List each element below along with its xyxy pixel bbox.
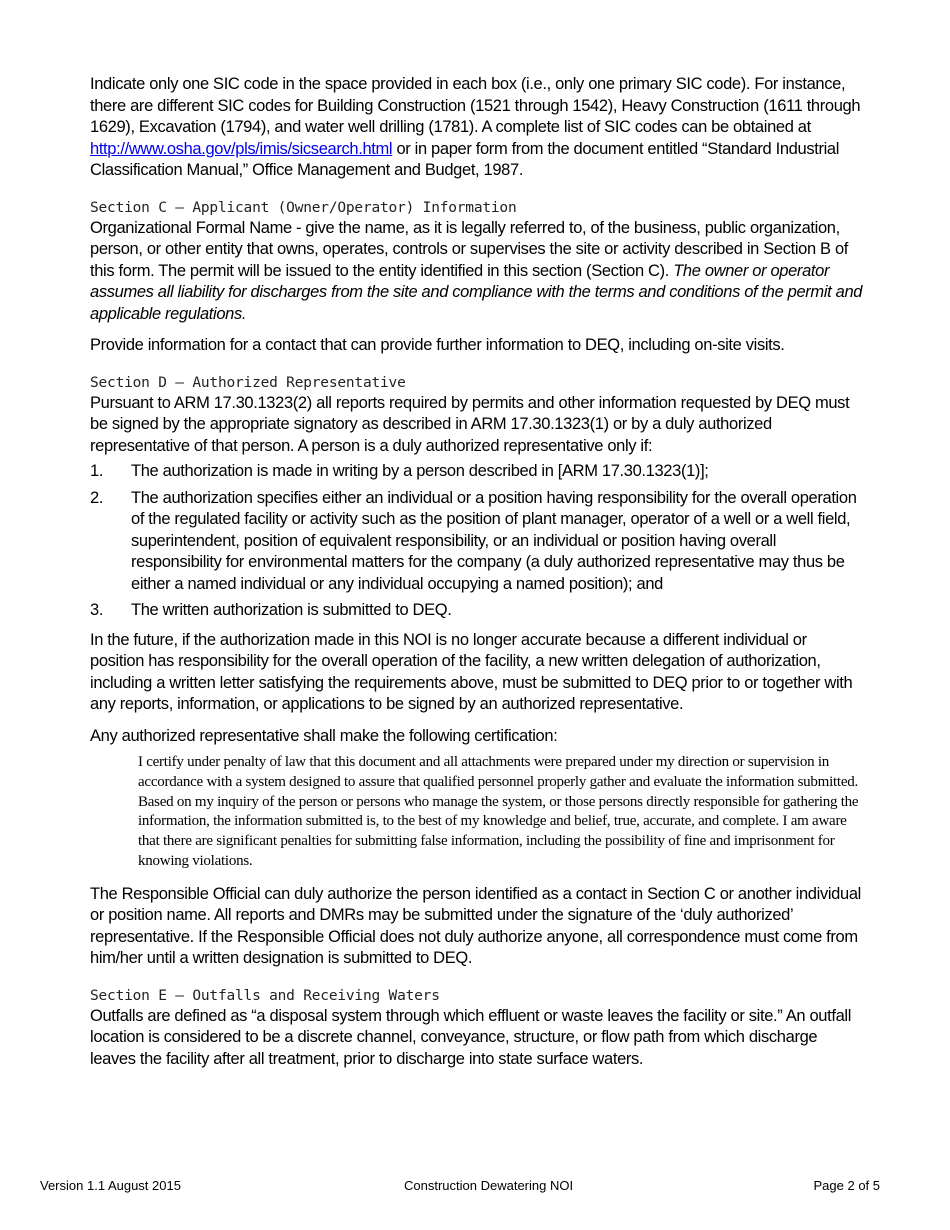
responsible-official-paragraph: The Responsible Official can duly authorize the person identified as a contact in Section C or another individual or position name. All reports and DMRs may be submitted under the signature of the ‘duly authorized’ representative. If the Responsible Official does not duly authorize anyone, all correspondence must come from him/her until a written designation is submitted to DEQ. [90,884,861,968]
section-d-heading: Section D – Authorized Representative [90,374,406,391]
list-item-text: The written authorization is submitted to DEQ. [131,601,452,619]
certification-statement: I certify under penalty of law that this document and all attachments were prepared under my direction or supervision in accordance with a system designed to assure that qualified personnel properly gather and evaluate the information submitted. Based on my inquiry of the person or persons who manage the system, or those persons directly responsible for gathering the information, the information submitted is, to the best of my knowledge and belief, true, accurate, and complete. I am aware that there are significant penalties for submitting false information, including the possibility of fine and imprisonment for knowing violations. [138,754,859,869]
sic-text-before-link: Indicate only one SIC code in the space provided in each box (i.e., only one primary SIC code). For instance, there are different SIC codes for Building Construction (1521 through 1542), Heavy Construction (1611 through 1629), Excavation (1794), and water well drilling (1781). A complete list of SIC codes can be obtained at [90,75,861,136]
list-item-text: The authorization specifies either an individual or a position having responsibility for the overall operation of the regulated facility or activity such as the position of plant manager, operator of a well or a well field, superintendent, position of equivalent responsibility, or an individual or position having overall responsibility for environmental matters for the company (a duly authorized representative may thus be either a named individual or any individual occupying a named position); and [131,488,857,593]
future-authorization-paragraph: In the future, if the authorization made in this NOI is no longer accurate because a different individual or position has responsibility for the overall operation of the facility, a new written delegation of authorization, including a written letter satisfying the requirements above, must be submitted to DEQ prior to or together with any reports, information, or applications to be signed by an authorized representative. [90,630,853,713]
sic-code-paragraph [90,74,865,182]
section-c-liability-text: The owner or operator assumes all liability for discharges from the site and compliance with the terms and conditions of the permit and applicable regulations. [90,261,863,323]
section-e-paragraph: Outfalls are defined as “a disposal system through which effluent or waste leaves the facility or site.” An outfall location is considered to be a discrete channel, conveyance, structure, or flow path from which discharge leaves the facility after all treatment, prior to discharge into state surface waters. [90,1006,852,1068]
footer-document-title: Construction Dewatering NOI [404,1178,574,1193]
sic-text-after-link: or in paper form from the document entitled “Standard Industrial Classification Manual,” Office Management and Budget, 1987. [90,139,840,179]
list-item-text: The authorization is made in writing by a person described in [ARM 17.30.1323(1)]; [131,462,709,480]
footer-version: Version 1.1 August 2015 [40,1178,181,1193]
list-item-number: 2. [90,488,104,507]
list-item-number: 3. [90,601,104,619]
sic-search-link[interactable]: http://www.osha.gov/pls/imis/sicsearch.html [90,139,393,158]
section-c-plain-text: Organizational Formal Name - give the name, as it is legally referred to, of the business, public organization, person, or other entity that owns, operates, controls or supervises the site or activity described in Section B of this form. The permit will be issued to the entity identified in this section (Section C). [90,218,848,280]
page-footer [40,1178,880,1198]
list-item [90,461,865,483]
authorization-list [90,461,865,622]
section-c-contact-paragraph: Provide information for a contact that can provide further information to DEQ, including on-site visits. [90,336,785,354]
section-d-intro: Pursuant to ARM 17.30.1323(2) all reports required by permits and other information requested by DEQ must be signed by the appropriate signatory as described in ARM 17.30.1323(1) or by a duly authorized representative of that person. A person is a duly authorized representative only if: [90,393,850,455]
section-e-heading: Section E – Outfalls and Receiving Waters [90,987,440,1004]
list-item [90,488,865,596]
document-body [90,74,865,1080]
list-item-number: 1. [90,462,104,480]
list-item [90,600,865,622]
footer-page-number: Page 2 of 5 [813,1178,880,1193]
section-c-heading: Section C – Applicant (Owner/Operator) Information [90,199,517,216]
certification-intro: Any authorized representative shall make the following certification: [90,726,558,745]
section-c-paragraph [90,218,865,326]
